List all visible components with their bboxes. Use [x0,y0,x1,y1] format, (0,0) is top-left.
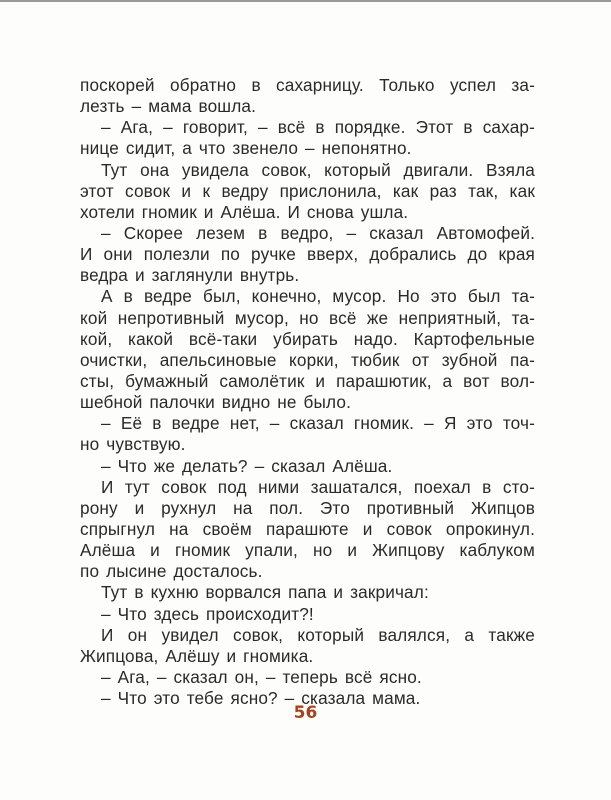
text-line: – Её в ведре нет, – сказал гномик. – Я это точ- [101,413,535,434]
text-line: шебной палочки видно не было. [80,392,352,413]
top-border [0,0,611,2]
text-line: И тут совок под ними зашатался, поехал в сто- [101,476,535,497]
text-line: но чувствую. [80,434,186,455]
text-line: Тут она увидела совок, который двигали. Взяла [101,159,535,180]
text-line: И они полезли по ручке вверх, добрались до края [80,244,535,265]
text-line: по лысине досталось. [80,561,263,582]
text-line: сты, бумажный самолётик и парашютик, а вот вол- [80,370,535,391]
text-line: хотели гномик и Алёша. И снова ушла. [80,201,409,222]
text-line: – Что здесь происходит?! [101,603,314,624]
text-line: лезть – мама вошла. [80,96,257,117]
text-line: – Скорее лезем в ведро, – сказал Автомофей. [101,222,535,243]
text-line: Тут в кухню ворвался папа и закричал: [101,582,429,603]
text-line: Алёша и гномик упали, но и Жипцову каблуком [80,540,535,561]
text-line: рону и рухнул на пол. Это противный Жипцов [80,497,535,518]
text-line: А в ведре был, конечно, мусор. Но это был та- [101,286,535,307]
text-line: И он увидел совок, который валялся, а также [101,624,535,645]
text-line: нице сидит, а что звенело – непонятно. [80,138,412,159]
text-line: кой непротивный мусор, но всё же неприятный, та- [80,307,535,328]
page-number: 56 [293,703,318,723]
text-line: кой, какой всё-таки убирать надо. Картофельные [80,328,535,349]
text-line: ведра и заглянули внутрь. [80,265,300,286]
text-line: поскорей обратно в сахарницу. Только успел за- [80,75,535,95]
page-body-text [80,75,535,709]
text-line: спрыгнул на своём парашюте и совок опрокинул. [80,518,535,539]
text-line: – Ага, – сказал он, – теперь всё ясно. [101,666,422,687]
text-line: – Что же делать? – сказал Алёша. [101,455,393,476]
text-line: этот совок и к ведру прислонила, как раз так, как [80,180,535,201]
text-line: – Ага, – говорит, – всё в порядке. Этот в сахар- [101,117,535,138]
text-line: – Что это тебе ясно? – сказала мама. [101,688,421,709]
text-line: Жипцова, Алёшу и гномика. [80,645,314,666]
text-line: очистки, апельсиновые корки, тюбик от зубной па- [80,349,535,370]
